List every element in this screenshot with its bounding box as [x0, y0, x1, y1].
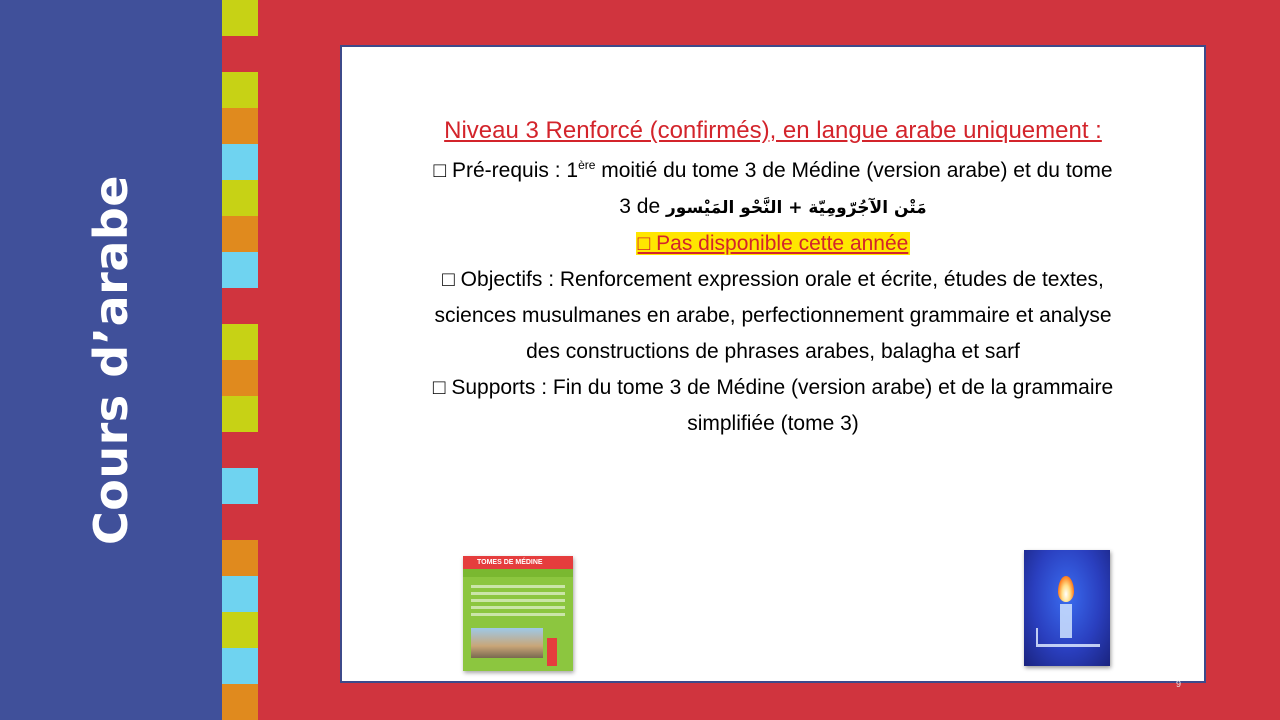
page-number: 9: [1176, 679, 1182, 689]
decorative-stripe: [222, 0, 258, 720]
prereq-line2-prefix: 3 de: [619, 195, 667, 218]
stripe-square: [222, 324, 258, 360]
card-content: [342, 111, 1204, 442]
flame-icon: [1058, 576, 1074, 602]
book-cover-photo: [471, 628, 543, 658]
objectives-line-1: □ Objectifs : Renforcement expression orale et écrite, études de textes,: [442, 268, 1104, 291]
stripe-square: [222, 108, 258, 144]
prereq-suffix: moitié du tome 3 de Médine (version arabe) et du tome: [595, 159, 1113, 182]
book-cover-title: TOMES DE MÉDINE: [463, 556, 573, 569]
stripe-square: [222, 180, 258, 216]
stripe-square: [222, 144, 258, 180]
prereq-prefix: □ Pré-requis : 1: [433, 159, 579, 182]
objectives-line-3: des constructions de phrases arabes, balagha et sarf: [526, 340, 1020, 363]
prerequisite-line-2: [356, 189, 1190, 226]
stripe-square: [222, 504, 258, 540]
stripe-square: [222, 396, 258, 432]
stripe-square: [222, 576, 258, 612]
sidebar-title: Cours d’arabe: [84, 175, 138, 545]
stripe-square: [222, 468, 258, 504]
arabic-book-titles: مَتْن الآجُرّومِيّة + النَّحْو المَيْسور: [666, 198, 927, 218]
candle-calligraphy-image: [1024, 550, 1110, 666]
stripe-square: [222, 252, 258, 288]
stripe-square: [222, 360, 258, 396]
content-card: [340, 45, 1206, 683]
stripe-square: [222, 540, 258, 576]
availability-notice: □ Pas disponible cette année: [637, 232, 909, 255]
stripe-square: [222, 432, 258, 468]
prereq-superscript: ère: [578, 158, 596, 172]
stripe-square: [222, 216, 258, 252]
stripe-square: [222, 36, 258, 72]
stripe-square: [222, 0, 258, 36]
stripe-square: [222, 648, 258, 684]
stripe-square: [222, 72, 258, 108]
stripe-square: [222, 612, 258, 648]
objectives-line-2: sciences musulmanes en arabe, perfectionnement grammaire et analyse: [434, 304, 1112, 327]
medine-book-cover-image: [463, 556, 573, 671]
stripe-square: [222, 288, 258, 324]
supports-line-2: simplifiée (tome 3): [687, 412, 859, 435]
stripe-square: [222, 684, 258, 720]
sidebar-panel: [0, 0, 222, 720]
level-heading: Niveau 3 Renforcé (confirmés), en langue arabe uniquement :: [444, 117, 1102, 144]
availability-line: [356, 226, 1190, 262]
supports-line-1: □ Supports : Fin du tome 3 de Médine (version arabe) et de la grammaire: [432, 376, 1114, 399]
prerequisite-line: [356, 153, 1190, 189]
